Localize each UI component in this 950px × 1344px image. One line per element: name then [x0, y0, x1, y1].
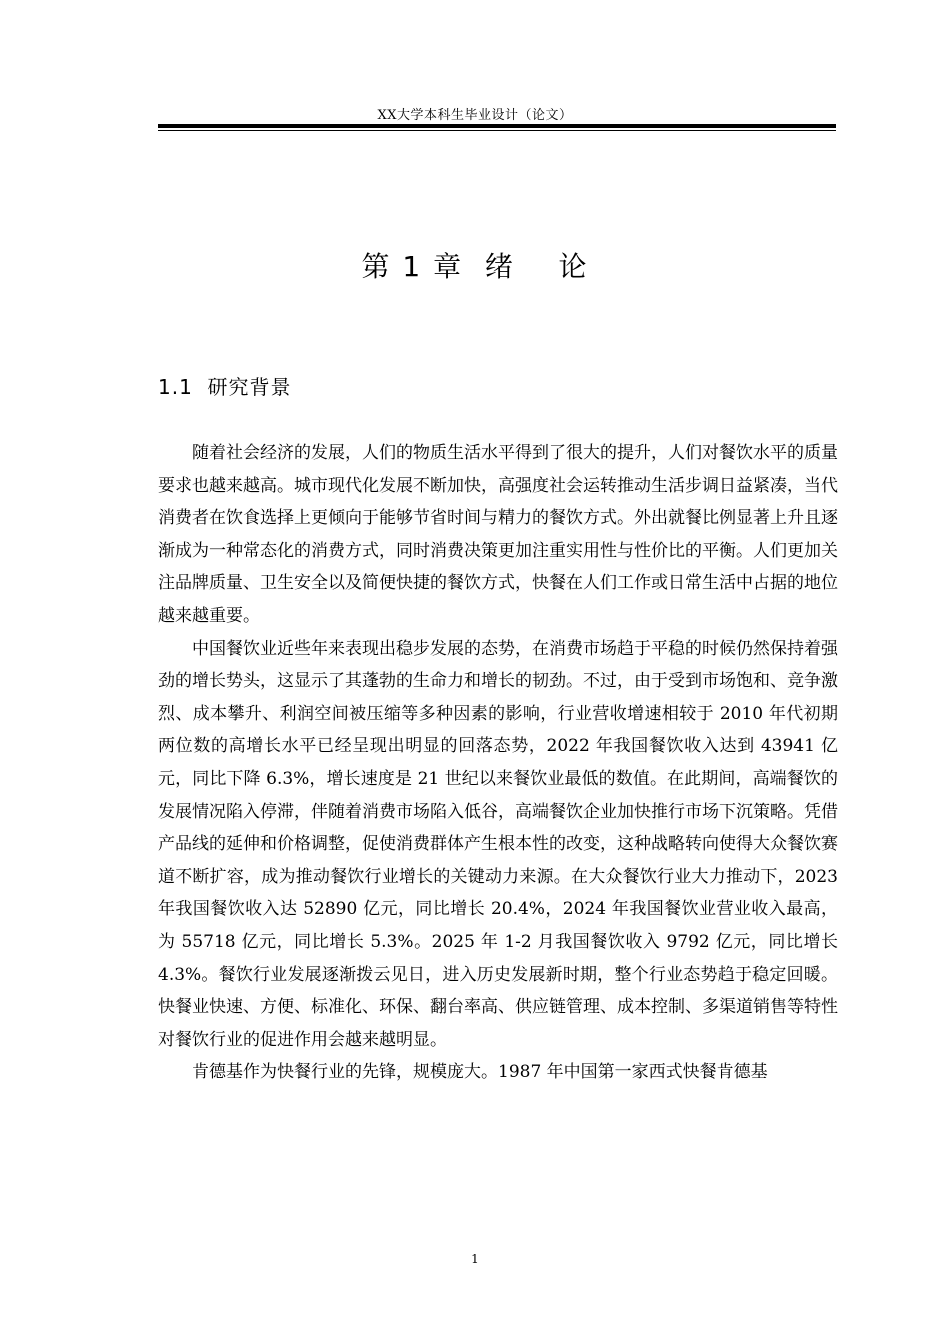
section-title: 1.1 研究背景: [158, 375, 292, 399]
page-number: 1: [471, 1252, 479, 1266]
paragraph: 肯德基作为快餐行业的先锋，规模庞大。1987 年中国第一家西式快餐肯德基: [192, 1062, 768, 1083]
body-text: [158, 437, 838, 1089]
header-rule-thin: [158, 130, 836, 131]
running-header: XX大学本科生毕业设计（论文）: [377, 108, 573, 123]
paragraph: 中国餐饮业近些年来表现出稳步发展的态势，在消费市场趋于平稳的时候仍然保持着强劲的增长势头，这显示了其蓬勃的生命力和增长的韧劲。不过，由于受到市场饱和、竞争激烈、成本攀升、利润空间被压缩等多种因素的影响，行业营收增速相较于 2010 年代初期两位数的高增长水平已经呈现出明显的回落态势，2022 年我国餐饮收入达到 43941 亿元，同比下降 6.3%，增长速度是 21 世纪以来餐饮业最低的数值。在此期间，高端餐饮的发展情况陷入停滞，伴随着消费市场陷入低谷，高端餐饮企业加快推行市场下沉策略。凭借产品线的延伸和价格调整，促使消费群体产生根本性的改变，这种战略转向使得大众餐饮赛道不断扩容，成为推动餐饮行业增长的关键动力来源。在大众餐饮行业大力推动下，2023 年我国餐饮收入达 52890 亿元，同比增长 20.4%，2024 年我国餐饮业营业收入最高，为 55718 亿元，同比增长 5.3%。2025 年 1-2 月我国餐饮收入 9792 亿元，同比增长 4.3%。餐饮行业发展逐渐拨云见日，进入历史发展新时期，整个行业态势趋于稳定回暖。快餐业快速、方便、标准化、环保、翻台率高、供应链管理、成本控制、多渠道销售等特性对餐饮行业的促进作用会越来越明显。: [158, 638, 838, 1050]
header-rule-thick: [158, 124, 836, 128]
chapter-title: 第 1 章 绪 论: [361, 250, 589, 283]
paragraph: 随着社会经济的发展，人们的物质生活水平得到了很大的提升，人们对餐饮水平的质量要求也越来越高。城市现代化发展不断加快，高强度社会运转推动生活步调日益紧凑，当代消费者在饮食选择上更倾向于能够节省时间与精力的餐饮方式。外出就餐比例显著上升且逐渐成为一种常态化的消费方式，同时消费决策更加注重实用性与性价比的平衡。人们更加关注品牌质量、卫生安全以及简便快捷的餐饮方式，快餐在人们工作或日常生活中占据的地位越来越重要。: [158, 443, 838, 626]
